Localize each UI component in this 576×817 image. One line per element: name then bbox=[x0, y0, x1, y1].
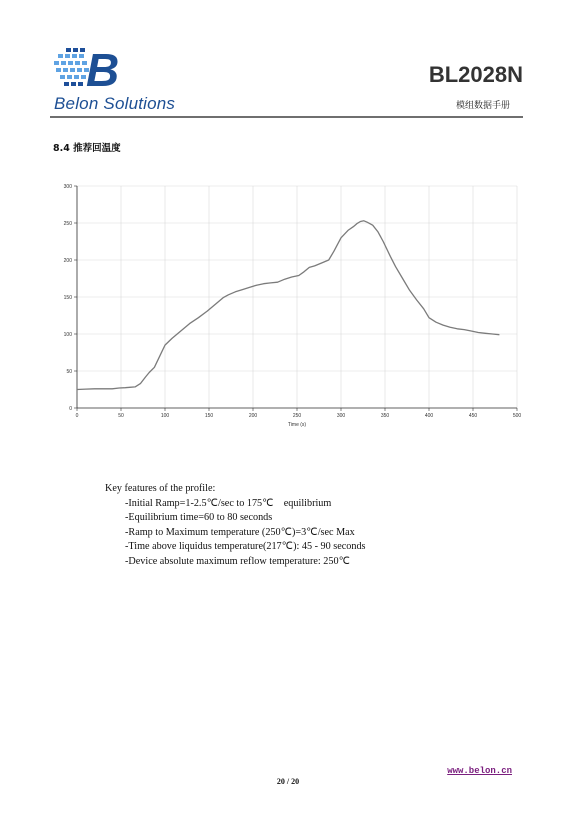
section-title: 8.4 推荐回温度 bbox=[53, 143, 121, 154]
header-divider bbox=[50, 116, 523, 118]
note-item: -Ramp to Maximum temperature (250℃)=3℃/sec Max bbox=[125, 526, 355, 538]
y-tick-label: 250 bbox=[63, 220, 72, 227]
model-number: BL2028N bbox=[428, 62, 523, 87]
document-type: 模组数据手册 bbox=[455, 101, 510, 111]
x-tick-label: 50 bbox=[118, 413, 124, 419]
y-tick-label: 150 bbox=[63, 294, 72, 301]
x-tick-label: 350 bbox=[380, 413, 390, 419]
logo-letter: B bbox=[86, 46, 120, 90]
profile-notes bbox=[105, 482, 366, 570]
x-tick-label: 450 bbox=[468, 413, 478, 419]
belon-logo-graphic bbox=[52, 46, 144, 90]
website-link[interactable]: www.belon.cn bbox=[447, 766, 512, 776]
series-line bbox=[77, 221, 499, 390]
x-tick-label: 200 bbox=[248, 413, 258, 419]
page-number: 20 / 20 bbox=[276, 777, 300, 786]
y-tick-label: 50 bbox=[66, 368, 72, 375]
x-tick-label: 150 bbox=[204, 413, 214, 419]
x-tick-label: 500 bbox=[512, 413, 522, 419]
note-item: -Equilibrium time=60 to 80 seconds bbox=[125, 512, 273, 524]
y-tick-label: 0 bbox=[69, 405, 72, 412]
notes-heading: Key features of the profile: bbox=[105, 483, 216, 494]
reflow-profile-chart-svg bbox=[52, 175, 527, 437]
y-tick-label: 300 bbox=[63, 183, 72, 190]
x-tick-label: 400 bbox=[424, 413, 434, 419]
x-tick-label: 300 bbox=[336, 413, 346, 419]
x-axis-label: Time (s) bbox=[287, 422, 307, 428]
reflow-profile-chart bbox=[52, 175, 527, 437]
belon-logo bbox=[52, 46, 144, 90]
note-item: -Time above liquidus temperature(217℃): 45 - 90 seconds bbox=[125, 541, 366, 553]
company-name: Belon Solutions bbox=[54, 94, 176, 113]
x-tick-label: 0 bbox=[75, 413, 79, 419]
y-tick-label: 100 bbox=[63, 331, 72, 338]
x-tick-label: 100 bbox=[160, 413, 170, 419]
y-tick-label: 200 bbox=[63, 257, 72, 264]
x-tick-label: 250 bbox=[292, 413, 302, 419]
note-item: -Device absolute maximum reflow temperature: 250℃ bbox=[125, 555, 351, 567]
note-item: -Initial Ramp=1-2.5℃/sec to 175℃ equilibrium bbox=[125, 497, 332, 509]
